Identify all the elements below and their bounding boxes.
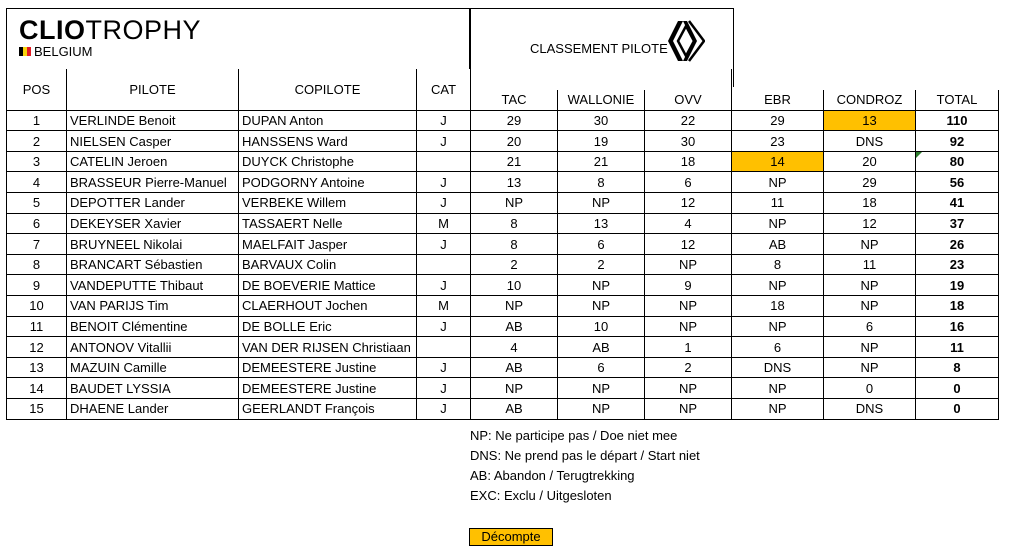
cell-condroz: 6	[824, 316, 916, 337]
header-condroz: CONDROZ	[824, 90, 916, 111]
cell-tac: 21	[471, 151, 558, 172]
cell-cat	[417, 254, 471, 275]
cell-tac: 29	[471, 110, 558, 131]
cell-pilote: VAN PARIJS Tim	[67, 296, 239, 317]
cell-ebr: NP	[732, 275, 824, 296]
country-label: BELGIUM	[34, 44, 93, 59]
cell-wallonie: NP	[558, 193, 645, 214]
logo-light-text: TROPHY	[85, 15, 202, 45]
belgium-flag-icon	[19, 47, 31, 56]
cell-pos: 6	[7, 213, 67, 234]
cell-wallonie: NP	[558, 275, 645, 296]
header-pilote: PILOTE	[67, 69, 239, 110]
cell-ebr: NP	[732, 316, 824, 337]
cell-pilote: NIELSEN Casper	[67, 131, 239, 152]
cell-ebr: 11	[732, 193, 824, 214]
cell-total: 37	[916, 213, 999, 234]
cell-ebr: 8	[732, 254, 824, 275]
cell-tac: AB	[471, 357, 558, 378]
header-spacer	[645, 69, 732, 90]
header-spacer	[732, 69, 824, 90]
cell-ovv: 12	[645, 193, 732, 214]
cell-total: 0	[916, 399, 999, 420]
cell-pilote: CATELIN Jeroen	[67, 151, 239, 172]
cell-wallonie: 13	[558, 213, 645, 234]
cell-cat: J	[417, 234, 471, 255]
cell-condroz: NP	[824, 234, 916, 255]
cell-ovv: 2	[645, 357, 732, 378]
header-spacer	[471, 69, 558, 90]
header-tac: TAC	[471, 90, 558, 111]
cell-wallonie: NP	[558, 296, 645, 317]
cell-pilote: DHAENE Lander	[67, 399, 239, 420]
cell-cat: J	[417, 275, 471, 296]
cell-pos: 8	[7, 254, 67, 275]
cell-tac: 4	[471, 337, 558, 358]
cell-copilote: BARVAUX Colin	[239, 254, 417, 275]
decompte-legend-swatch: Décompte	[469, 528, 553, 546]
table-row	[7, 316, 999, 337]
cell-condroz: 11	[824, 254, 916, 275]
cell-ovv: 12	[645, 234, 732, 255]
cell-pos: 1	[7, 110, 67, 131]
cell-pos: 3	[7, 151, 67, 172]
logo-country	[19, 44, 93, 59]
table-row	[7, 378, 999, 399]
cell-tac: NP	[471, 378, 558, 399]
cell-pos: 7	[7, 234, 67, 255]
logo-bold-text: CLIO	[19, 15, 86, 45]
cell-total: 56	[916, 172, 999, 193]
renault-logo-icon	[667, 17, 705, 65]
cell-condroz: 20	[824, 151, 916, 172]
cell-wallonie: NP	[558, 399, 645, 420]
cell-total: 18	[916, 296, 999, 317]
cell-condroz: 13	[824, 110, 916, 131]
header-total: TOTAL	[916, 90, 999, 111]
cell-condroz: NP	[824, 337, 916, 358]
table-row	[7, 357, 999, 378]
standings-table	[6, 69, 999, 420]
cell-ebr: AB	[732, 234, 824, 255]
cell-copilote: DEMEESTERE Justine	[239, 357, 417, 378]
header-spacer	[824, 69, 916, 90]
cell-condroz: NP	[824, 296, 916, 317]
cell-pos: 9	[7, 275, 67, 296]
table-row	[7, 337, 999, 358]
cell-pos: 4	[7, 172, 67, 193]
cell-ovv: NP	[645, 254, 732, 275]
cell-ovv: 22	[645, 110, 732, 131]
cell-wallonie: 6	[558, 234, 645, 255]
cell-copilote: MAELFAIT Jasper	[239, 234, 417, 255]
cell-cat: J	[417, 131, 471, 152]
cell-pos: 13	[7, 357, 67, 378]
cell-cat	[417, 151, 471, 172]
cell-ebr: NP	[732, 399, 824, 420]
cell-pilote: ANTONOV Vitallii	[67, 337, 239, 358]
header-copilote: COPILOTE	[239, 69, 417, 110]
cell-cat: M	[417, 213, 471, 234]
cell-wallonie: 19	[558, 131, 645, 152]
cell-total: 16	[916, 316, 999, 337]
cell-total: 11	[916, 337, 999, 358]
cell-pos: 2	[7, 131, 67, 152]
table-row	[7, 275, 999, 296]
cell-condroz: 18	[824, 193, 916, 214]
table-row	[7, 110, 999, 131]
cell-copilote: VAN DER RIJSEN Christiaan	[239, 337, 417, 358]
cell-pilote: VERLINDE Benoit	[67, 110, 239, 131]
header-ebr: EBR	[732, 90, 824, 111]
cell-ebr: 6	[732, 337, 824, 358]
cell-wallonie: 8	[558, 172, 645, 193]
cell-ovv: NP	[645, 316, 732, 337]
cell-wallonie: 10	[558, 316, 645, 337]
cell-ebr: 18	[732, 296, 824, 317]
cell-wallonie: NP	[558, 378, 645, 399]
cell-ovv: NP	[645, 399, 732, 420]
cell-copilote: GEERLANDT François	[239, 399, 417, 420]
legend-dns: DNS: Ne prend pas le départ / Start niet	[470, 448, 700, 463]
cell-tac: 8	[471, 213, 558, 234]
cell-wallonie: 6	[558, 357, 645, 378]
cell-ovv: 9	[645, 275, 732, 296]
cell-cat: J	[417, 316, 471, 337]
cell-wallonie: 30	[558, 110, 645, 131]
table-row	[7, 172, 999, 193]
cell-pilote: DEKEYSER Xavier	[67, 213, 239, 234]
table-row	[7, 193, 999, 214]
legend-ab: AB: Abandon / Terugtrekking	[470, 468, 635, 483]
legend-exc: EXC: Exclu / Uitgesloten	[470, 488, 612, 503]
cell-wallonie: AB	[558, 337, 645, 358]
cell-copilote: DUPAN Anton	[239, 110, 417, 131]
table-row	[7, 296, 999, 317]
table-row	[7, 254, 999, 275]
cell-cat: J	[417, 172, 471, 193]
table-row	[7, 131, 999, 152]
cell-pilote: BRANCART Sébastien	[67, 254, 239, 275]
cell-tac: 8	[471, 234, 558, 255]
cell-total: 80	[916, 151, 999, 172]
cell-copilote: CLAERHOUT Jochen	[239, 296, 417, 317]
header-spacer	[558, 69, 645, 90]
cell-cat: J	[417, 378, 471, 399]
cell-copilote: PODGORNY Antoine	[239, 172, 417, 193]
cell-ovv: NP	[645, 378, 732, 399]
cell-ebr: 14	[732, 151, 824, 172]
table-row	[7, 213, 999, 234]
cell-ebr: NP	[732, 378, 824, 399]
table-row	[7, 151, 999, 172]
cell-copilote: VERBEKE Willem	[239, 193, 417, 214]
cell-pilote: BRUYNEEL Nikolai	[67, 234, 239, 255]
cell-total: 23	[916, 254, 999, 275]
cell-ovv: 30	[645, 131, 732, 152]
cell-pilote: DEPOTTER Lander	[67, 193, 239, 214]
cell-tac: NP	[471, 193, 558, 214]
cell-pilote: BRASSEUR Pierre-Manuel	[67, 172, 239, 193]
cell-ebr: NP	[732, 172, 824, 193]
cell-pilote: BAUDET LYSSIA	[67, 378, 239, 399]
page-title: CLASSEMENT PILOTE	[530, 41, 668, 56]
header-spacer	[916, 69, 999, 90]
header-row-top	[7, 69, 999, 90]
cell-total: 41	[916, 193, 999, 214]
cell-tac: 2	[471, 254, 558, 275]
cell-ovv: 4	[645, 213, 732, 234]
cell-total: 110	[916, 110, 999, 131]
cell-condroz: 12	[824, 213, 916, 234]
table-row	[7, 234, 999, 255]
cell-total: 0	[916, 378, 999, 399]
cell-cat: J	[417, 193, 471, 214]
cell-copilote: DE BOEVERIE Mattice	[239, 275, 417, 296]
cell-condroz: 29	[824, 172, 916, 193]
cell-condroz: DNS	[824, 399, 916, 420]
table-row	[7, 399, 999, 420]
cell-total: 19	[916, 275, 999, 296]
cell-total: 8	[916, 357, 999, 378]
header-wallonie: WALLONIE	[558, 90, 645, 111]
cell-condroz: NP	[824, 275, 916, 296]
cell-copilote: TASSAERT Nelle	[239, 213, 417, 234]
cell-condroz: NP	[824, 357, 916, 378]
cell-cat: J	[417, 110, 471, 131]
cell-cat: J	[417, 357, 471, 378]
cell-cat: M	[417, 296, 471, 317]
header-pos: POS	[7, 69, 67, 110]
cell-copilote: DUYCK Christophe	[239, 151, 417, 172]
cell-ovv: NP	[645, 296, 732, 317]
cell-total: 92	[916, 131, 999, 152]
cell-ebr: 23	[732, 131, 824, 152]
clio-trophy-logo	[19, 15, 201, 46]
cell-condroz: DNS	[824, 131, 916, 152]
cell-tac: AB	[471, 399, 558, 420]
cell-wallonie: 2	[558, 254, 645, 275]
cell-tac: NP	[471, 296, 558, 317]
cell-condroz: 0	[824, 378, 916, 399]
cell-total: 26	[916, 234, 999, 255]
header-cat: CAT	[417, 69, 471, 110]
cell-ovv: 1	[645, 337, 732, 358]
cell-ebr: 29	[732, 110, 824, 131]
legend-np: NP: Ne participe pas / Doe niet mee	[470, 428, 678, 443]
cell-pos: 12	[7, 337, 67, 358]
cell-pos: 15	[7, 399, 67, 420]
cell-tac: AB	[471, 316, 558, 337]
cell-tac: 20	[471, 131, 558, 152]
cell-pos: 11	[7, 316, 67, 337]
cell-pilote: BENOIT Clémentine	[67, 316, 239, 337]
cell-cat	[417, 337, 471, 358]
cell-tac: 13	[471, 172, 558, 193]
cell-pos: 14	[7, 378, 67, 399]
header-ovv: OVV	[645, 90, 732, 111]
cell-pos: 5	[7, 193, 67, 214]
cell-ebr: NP	[732, 213, 824, 234]
cell-ebr: DNS	[732, 357, 824, 378]
cell-cat: J	[417, 399, 471, 420]
cell-ovv: 18	[645, 151, 732, 172]
cell-wallonie: 21	[558, 151, 645, 172]
cell-copilote: DE BOLLE Eric	[239, 316, 417, 337]
cell-pilote: MAZUIN Camille	[67, 357, 239, 378]
cell-pos: 10	[7, 296, 67, 317]
cell-pilote: VANDEPUTTE Thibaut	[67, 275, 239, 296]
cell-tac: 10	[471, 275, 558, 296]
cell-copilote: HANSSENS Ward	[239, 131, 417, 152]
cell-ovv: 6	[645, 172, 732, 193]
cell-copilote: DEMEESTERE Justine	[239, 378, 417, 399]
